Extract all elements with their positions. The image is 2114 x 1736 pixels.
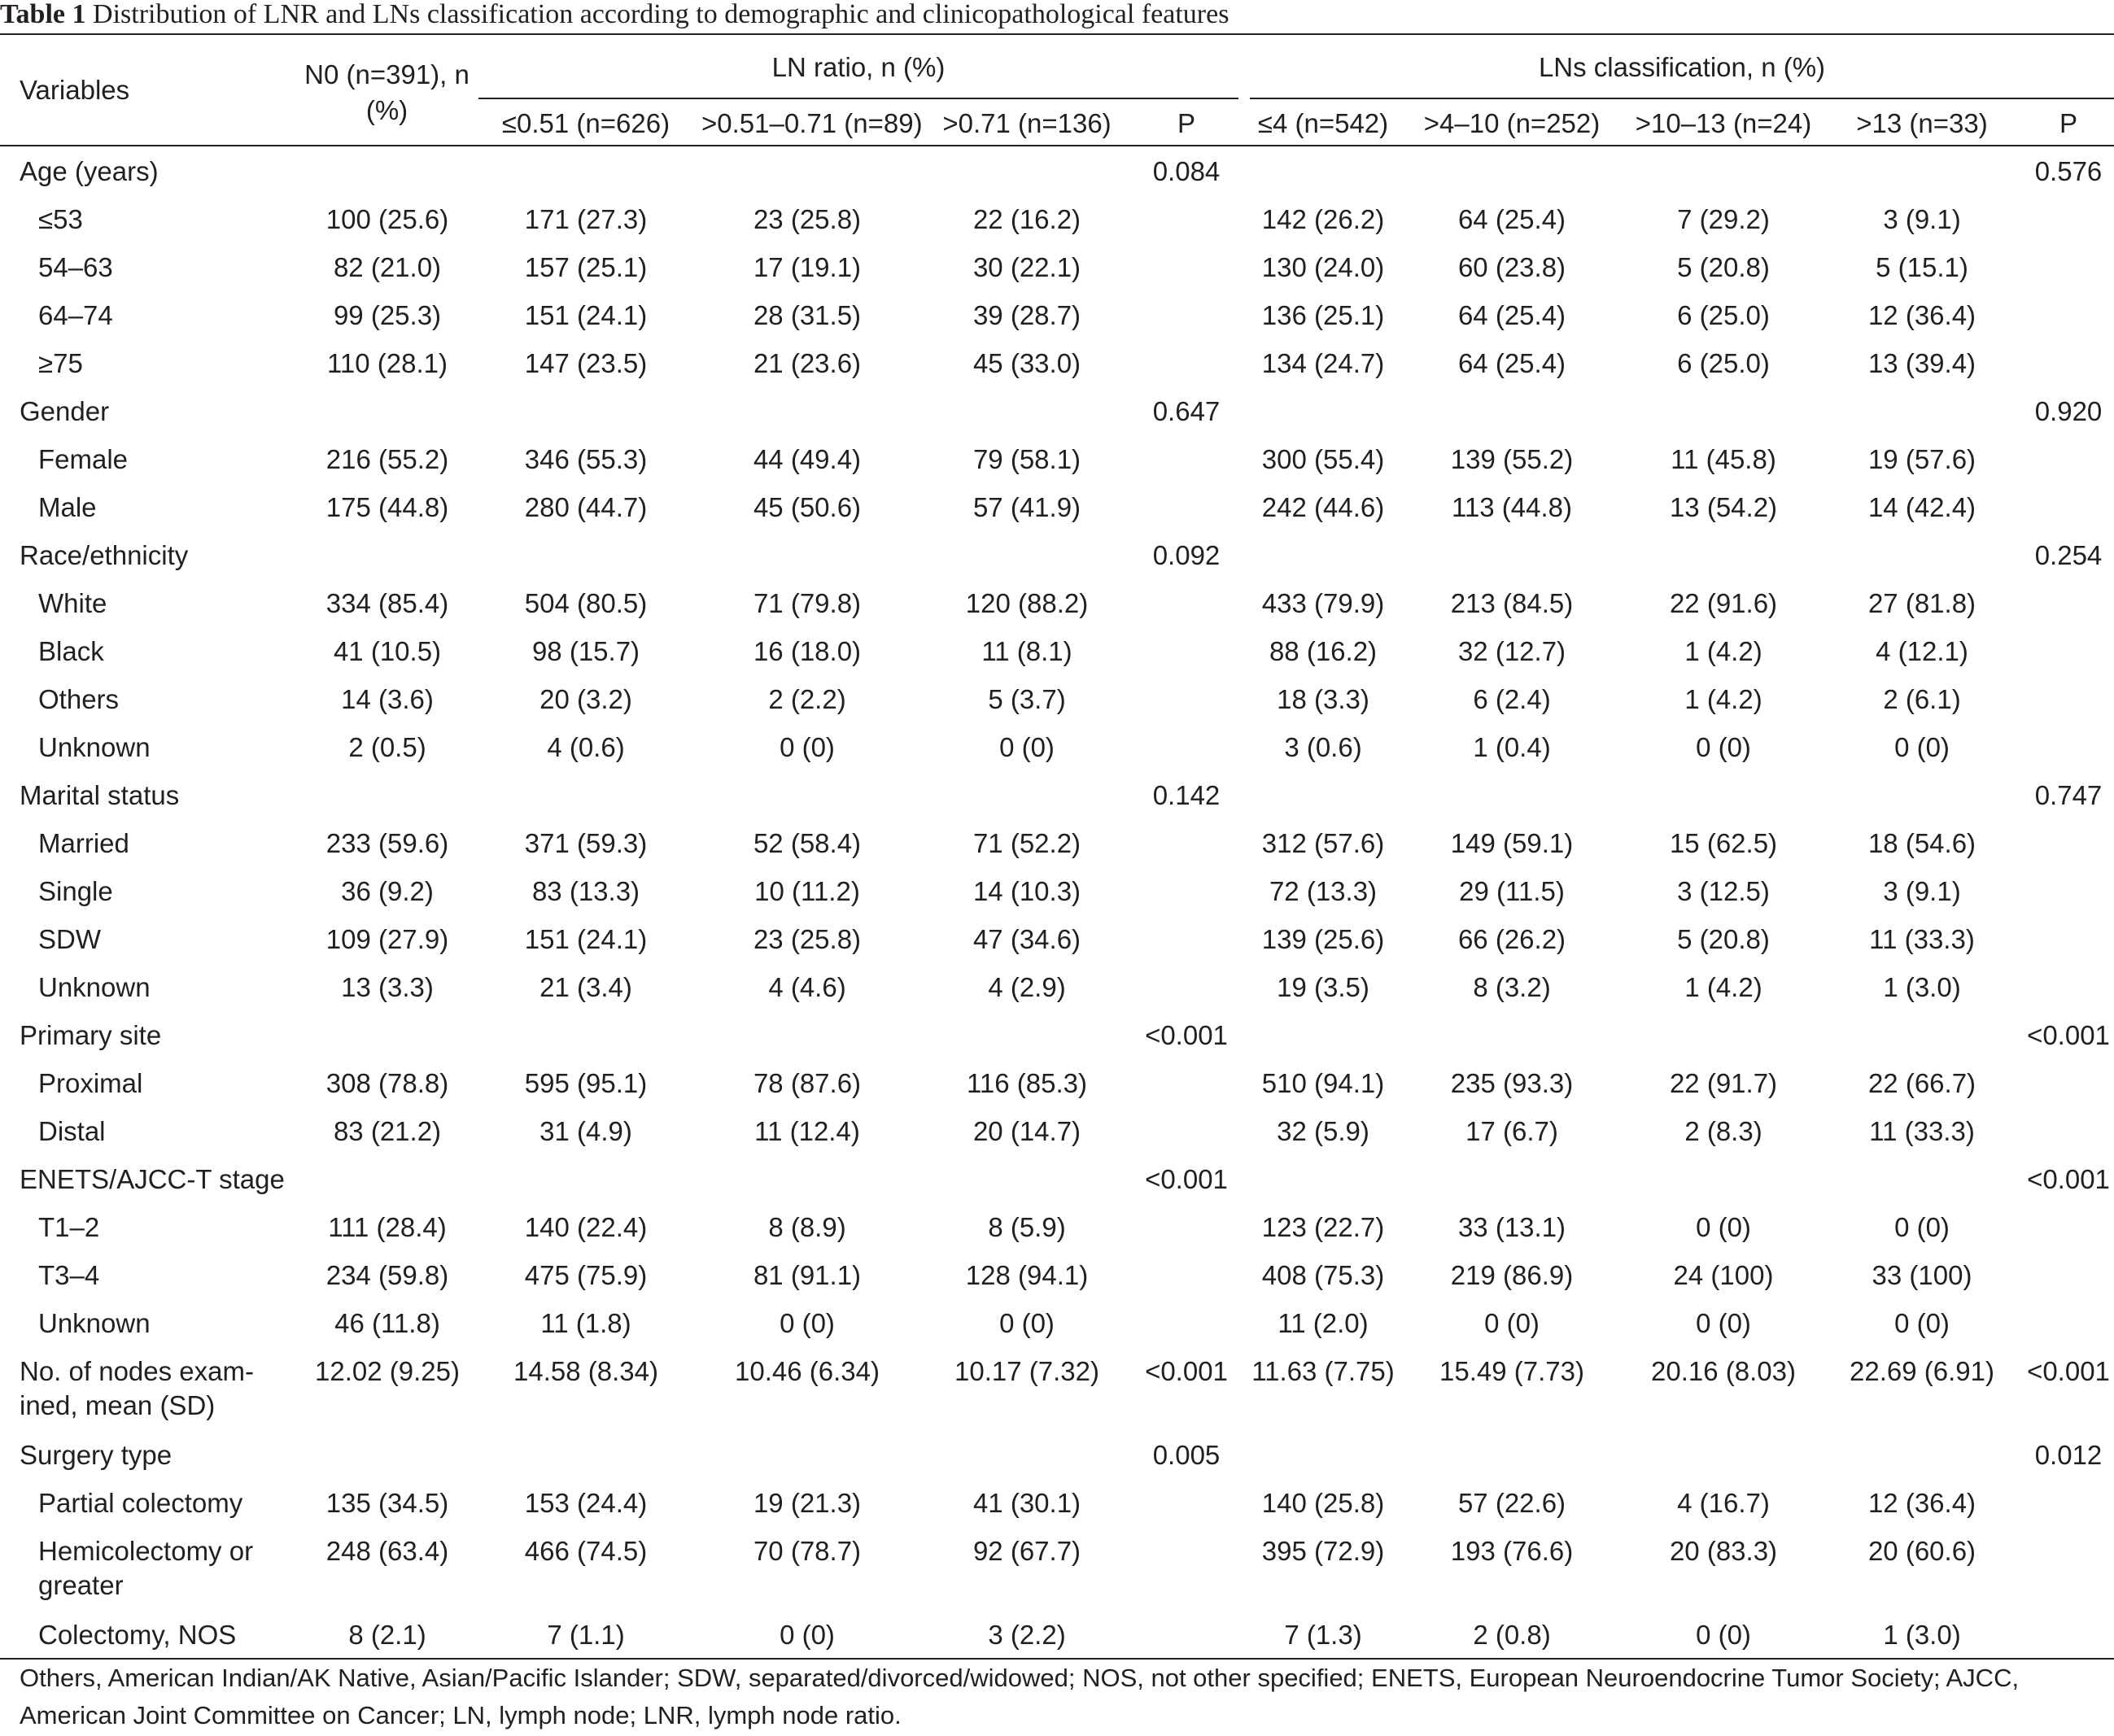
table-cell: 151 (24.1) (524, 924, 648, 954)
p-value-lns: 0.576 (2034, 156, 2103, 186)
table-cell: 16 (18.0) (753, 636, 862, 666)
table-cell: 504 (80.5) (524, 588, 648, 618)
row-label: Unknown (38, 732, 151, 762)
table-cell: 79 (58.1) (972, 444, 1081, 474)
table-cell: 0 (0) (780, 732, 835, 762)
table-cell: 13 (54.2) (1669, 492, 1778, 522)
row-label-cont: ined, mean (SD) (20, 1390, 216, 1420)
table-cell: 32 (5.9) (1277, 1116, 1369, 1146)
p-value-lns: <0.001 (2027, 1020, 2110, 1050)
table-cell: 15 (62.5) (1669, 828, 1778, 858)
table-cell: 92 (67.7) (972, 1536, 1081, 1566)
table-cell: 18 (3.3) (1277, 684, 1369, 714)
table-cell: 21 (3.4) (539, 972, 632, 1002)
table-cell: 0 (0) (1696, 1212, 1751, 1242)
header-bottom-rule (0, 145, 2114, 146)
table-cell: 99 (25.3) (333, 300, 442, 330)
table-cell: 47 (34.6) (972, 924, 1081, 954)
row-label: Unknown (38, 972, 151, 1002)
table-cell: 81 (91.1) (753, 1260, 862, 1290)
row-label: ≥75 (38, 348, 83, 378)
table-cell: 110 (28.1) (327, 348, 448, 378)
table-cell: 1 (4.2) (1684, 972, 1762, 1002)
table-cell: 5 (20.8) (1677, 924, 1770, 954)
table-cell: 312 (57.6) (1261, 828, 1385, 858)
table-cell: 1 (0.4) (1473, 732, 1551, 762)
table-cell: 6 (25.0) (1677, 348, 1770, 378)
row-label: Colectomy, NOS (38, 1620, 237, 1650)
header-lns-col: P (2059, 108, 2077, 138)
table-cell: 2 (2.2) (768, 684, 846, 714)
table-cell: 7 (1.3) (1284, 1620, 1362, 1650)
header-lnr-col: P (1177, 108, 1195, 138)
table-cell: 83 (21.2) (333, 1116, 442, 1146)
table-cell: 22 (16.2) (972, 204, 1081, 234)
table-cell: 2 (8.3) (1684, 1116, 1762, 1146)
table-cell: 7 (1.1) (547, 1620, 625, 1650)
table-cell: 52 (58.4) (753, 828, 862, 858)
header-lnr-group: LN ratio, n (%) (771, 52, 946, 82)
group-label: Primary site (20, 1020, 162, 1050)
row-label: Male (38, 492, 97, 522)
p-value-lns: 0.012 (2034, 1440, 2103, 1470)
header-n0: N0 (n=391), n (%) (304, 59, 470, 125)
table-cell: 234 (59.8) (325, 1260, 449, 1290)
table-cell: 12.02 (9.25) (315, 1356, 460, 1386)
table-cell: 0 (0) (1696, 1620, 1751, 1650)
table-cell: 123 (22.7) (1261, 1212, 1385, 1242)
table-cell: 7 (29.2) (1677, 204, 1770, 234)
table-cell: 41 (30.1) (972, 1488, 1081, 1518)
row-label: Married (38, 828, 129, 858)
table-cell: 41 (10.5) (333, 636, 442, 666)
p-value-lnr: 0.647 (1152, 396, 1221, 426)
table-cell: 395 (72.9) (1261, 1536, 1385, 1566)
row-label-cont: greater (38, 1570, 124, 1600)
table-cell: 3 (12.5) (1677, 876, 1770, 906)
row-label: Hemicolectomy or (38, 1536, 254, 1566)
table-cell: 4 (2.9) (988, 972, 1066, 1002)
table-cell: 11 (8.1) (981, 636, 1072, 666)
table-cell: 0 (0) (1696, 732, 1751, 762)
row-label: White (38, 588, 107, 618)
table-cell: 135 (34.5) (325, 1488, 449, 1518)
table-cell: 20.16 (8.03) (1651, 1356, 1796, 1386)
table-cell: 235 (93.3) (1450, 1068, 1574, 1098)
table-cell: 70 (78.7) (753, 1536, 862, 1566)
table-cell: 128 (94.1) (965, 1260, 1089, 1290)
table-cell: 29 (11.5) (1459, 876, 1565, 906)
table-cell: 60 (23.8) (1457, 252, 1566, 282)
caption-text: Distribution of LNR and LNs classification according to demographic and clinicopathological features (93, 0, 1230, 29)
row-label: Partial colectomy (38, 1488, 243, 1518)
table-cell: 20 (14.7) (972, 1116, 1081, 1146)
table-cell: 0 (0) (780, 1308, 835, 1338)
lnr-group-rule (478, 98, 1238, 99)
table-cell: 64 (25.4) (1457, 348, 1566, 378)
header-lns-col: >4–10 (n=252) (1423, 108, 1601, 138)
table-cell: 8 (8.9) (768, 1212, 846, 1242)
group-label: Gender (20, 396, 110, 426)
table-cell: 66 (26.2) (1457, 924, 1566, 954)
row-label: 54–63 (38, 252, 113, 282)
table-cell: 13 (3.3) (341, 972, 434, 1002)
table-cell: 17 (6.7) (1465, 1116, 1558, 1146)
table-cell: 83 (13.3) (531, 876, 640, 906)
table-cell: 0 (0) (1894, 1212, 1950, 1242)
table-cell: 216 (55.2) (325, 444, 449, 474)
table-cell: 1 (3.0) (1883, 1620, 1961, 1650)
table-cell: 0 (0) (780, 1620, 835, 1650)
table-cell: 140 (25.8) (1261, 1488, 1385, 1518)
table-cell: 22 (91.7) (1669, 1068, 1778, 1098)
table-cell: 147 (23.5) (524, 348, 648, 378)
p-value-lnr: 0.005 (1152, 1440, 1221, 1470)
table-cell: 23 (25.8) (753, 204, 862, 234)
table-cell: 39 (28.7) (972, 300, 1081, 330)
table-cell: 13 (39.4) (1867, 348, 1976, 378)
table-cell: 149 (59.1) (1450, 828, 1574, 858)
table-cell: 175 (44.8) (325, 492, 449, 522)
table-cell: 4 (0.6) (547, 732, 625, 762)
table-cell: 14 (3.6) (341, 684, 434, 714)
table-cell: 2 (0.8) (1473, 1620, 1551, 1650)
header-lnr-col: >0.51–0.71 (n=89) (701, 108, 923, 138)
table-cell: 371 (59.3) (524, 828, 648, 858)
table-cell: 157 (25.1) (524, 252, 648, 282)
table-cell: 11 (12.4) (754, 1116, 860, 1146)
table-cell: 100 (25.6) (325, 204, 449, 234)
table-cell: 595 (95.1) (524, 1068, 648, 1098)
table-cell: 20 (60.6) (1867, 1536, 1976, 1566)
table-cell: 0 (0) (1484, 1308, 1540, 1338)
table-cell: 19 (21.3) (753, 1488, 862, 1518)
table-cell: 11.63 (7.75) (1251, 1356, 1395, 1386)
top-rule (0, 33, 2114, 35)
row-label: No. of nodes exam- (20, 1356, 254, 1386)
table-cell: 64 (25.4) (1457, 204, 1566, 234)
row-label: Unknown (38, 1308, 151, 1338)
table-cell: 19 (3.5) (1277, 972, 1369, 1002)
table-cell: 22 (66.7) (1867, 1068, 1976, 1098)
table-cell: 334 (85.4) (325, 588, 449, 618)
table-cell: 4 (12.1) (1876, 636, 1968, 666)
p-value-lns: 0.747 (2034, 780, 2103, 810)
table-cell: 1 (4.2) (1684, 684, 1762, 714)
table-cell: 22.69 (6.91) (1850, 1356, 1994, 1386)
group-label: Race/ethnicity (20, 540, 189, 570)
table-cell: 57 (22.6) (1457, 1488, 1566, 1518)
header-lnr-col: ≤0.51 (n=626) (501, 108, 670, 138)
table-cell: 130 (24.0) (1261, 252, 1385, 282)
caption-label: Table 1 (0, 0, 86, 29)
table-cell: 14 (42.4) (1867, 492, 1976, 522)
table-cell: 14 (10.3) (972, 876, 1081, 906)
table-footnote: Others, American Indian/AK Native, Asian/Pacific Islander; SDW, separated/divorced/widowed; NOS, not other specified; ENETS, European Neuroendocrine Tumor Society; AJCC, American Joint Committee on Cancer; LN, lymph node; LNR, lymph node ratio. (20, 1664, 2020, 1729)
table-cell: 3 (0.6) (1284, 732, 1362, 762)
p-value-lnr: <0.001 (1145, 1164, 1228, 1194)
table-cell: 109 (27.9) (325, 924, 449, 954)
table-cell: 120 (88.2) (965, 588, 1089, 618)
table-cell: 346 (55.3) (524, 444, 648, 474)
table-cell: 72 (13.3) (1269, 876, 1378, 906)
table-cell: 466 (74.5) (524, 1536, 648, 1566)
table-cell: 15.49 (7.73) (1439, 1356, 1584, 1386)
table-cell: 134 (24.7) (1261, 348, 1385, 378)
table-cell: 88 (16.2) (1269, 636, 1378, 666)
table-cell: 23 (25.8) (753, 924, 862, 954)
group-label: ENETS/AJCC-T stage (20, 1164, 285, 1194)
table-cell: 193 (76.6) (1450, 1536, 1574, 1566)
p-value-lnr: <0.001 (1145, 1020, 1228, 1050)
table-cell: 33 (100) (1872, 1260, 1972, 1290)
header-lns-group: LNs classification, n (%) (1538, 52, 1826, 82)
row-label: Distal (38, 1116, 106, 1146)
table-cell: 2 (6.1) (1883, 684, 1961, 714)
p-value-lns: 0.920 (2034, 396, 2103, 426)
table-caption (0, 0, 2114, 31)
table-cell: 44 (49.4) (753, 444, 862, 474)
table-cell: 71 (52.2) (972, 828, 1081, 858)
row-label: Female (38, 444, 129, 474)
table-cell: 12 (36.4) (1867, 300, 1976, 330)
table-cell: 11 (33.3) (1869, 1116, 1975, 1146)
table-cell: 22 (91.6) (1669, 588, 1778, 618)
table-cell: 11 (1.8) (540, 1308, 631, 1338)
table-cell: 280 (44.7) (524, 492, 648, 522)
p-value-lns: <0.001 (2027, 1164, 2110, 1194)
group-label: Surgery type (20, 1440, 173, 1470)
table-cell: 98 (15.7) (531, 636, 640, 666)
table-cell: 136 (25.1) (1261, 300, 1385, 330)
table-cell: 30 (22.1) (972, 252, 1081, 282)
table-cell: 10 (11.2) (754, 876, 860, 906)
table-cell: 46 (11.8) (334, 1308, 440, 1338)
table-cell: 20 (83.3) (1669, 1536, 1778, 1566)
table-cell: 111 (28.4) (328, 1212, 447, 1242)
table-cell: 0 (0) (999, 1308, 1055, 1338)
table-cell: 142 (26.2) (1261, 204, 1385, 234)
table-cell: 300 (55.4) (1261, 444, 1385, 474)
table-cell: 151 (24.1) (524, 300, 648, 330)
table-cell: 18 (54.6) (1867, 828, 1976, 858)
table-cell: 6 (25.0) (1677, 300, 1770, 330)
table-cell: 78 (87.6) (753, 1068, 862, 1098)
table-cell: 36 (9.2) (341, 876, 434, 906)
table-cell: 32 (12.7) (1457, 636, 1566, 666)
table-cell: 116 (85.3) (967, 1068, 1087, 1098)
header-lns-col: >13 (n=33) (1856, 108, 1988, 138)
row-label: Others (38, 684, 120, 714)
table-cell: 219 (86.9) (1450, 1260, 1574, 1290)
table-cell: 139 (55.2) (1450, 444, 1574, 474)
table-cell: 3 (9.1) (1883, 876, 1961, 906)
row-label: T3–4 (38, 1260, 100, 1290)
table-cell: 11 (45.8) (1671, 444, 1776, 474)
table-cell: 0 (0) (1894, 732, 1950, 762)
table-cell: 4 (16.7) (1677, 1488, 1770, 1518)
p-value-lnr: 0.092 (1152, 540, 1221, 570)
header-lns-col: ≤4 (n=542) (1257, 108, 1389, 138)
header-lns-col: >10–13 (n=24) (1635, 108, 1812, 138)
lns-group-rule (1250, 98, 2114, 99)
table-cell: 17 (19.1) (753, 252, 862, 282)
p-value-lnr: 0.142 (1152, 780, 1221, 810)
group-label: Age (years) (20, 156, 159, 186)
table-cell: 408 (75.3) (1261, 1260, 1385, 1290)
table-cell: 2 (0.5) (348, 732, 426, 762)
table-cell: 6 (2.4) (1473, 684, 1551, 714)
table-cell: 139 (25.6) (1261, 924, 1385, 954)
table-cell: 4 (4.6) (768, 972, 846, 1002)
table-cell: 21 (23.6) (753, 348, 862, 378)
table-cell: 82 (21.0) (333, 252, 442, 282)
table-cell: 11 (33.3) (1869, 924, 1975, 954)
table-cell: 171 (27.3) (524, 204, 648, 234)
table-cell: 71 (79.8) (753, 588, 862, 618)
table-cell: 33 (13.1) (1457, 1212, 1566, 1242)
table-cell: <0.001 (1145, 1356, 1228, 1386)
table-cell: 0 (0) (999, 732, 1055, 762)
row-label: T1–2 (38, 1212, 100, 1242)
table-cell: 11 (2.0) (1278, 1308, 1369, 1338)
table-cell: 140 (22.4) (524, 1212, 648, 1242)
table-cell: 10.46 (6.34) (735, 1356, 880, 1386)
table-cell: 14.58 (8.34) (513, 1356, 658, 1386)
table-cell: 8 (2.1) (348, 1620, 426, 1650)
table-cell: 20 (3.2) (539, 684, 632, 714)
table-cell: 1 (4.2) (1684, 636, 1762, 666)
table-cell: 24 (100) (1673, 1260, 1774, 1290)
table-cell: 213 (84.5) (1450, 588, 1574, 618)
p-value-lnr: 0.084 (1152, 156, 1221, 186)
table-cell: 433 (79.9) (1261, 588, 1385, 618)
row-label: Proximal (38, 1068, 143, 1098)
table-cell: 12 (36.4) (1867, 1488, 1976, 1518)
table-cell: 5 (15.1) (1876, 252, 1968, 282)
table-cell: 57 (41.9) (972, 492, 1081, 522)
table-cell: <0.001 (2027, 1356, 2110, 1386)
p-value-lns: 0.254 (2034, 540, 2103, 570)
table-cell: 3 (2.2) (988, 1620, 1066, 1650)
table-cell: 248 (63.4) (325, 1536, 449, 1566)
table-cell: 27 (81.8) (1867, 588, 1976, 618)
table-cell: 242 (44.6) (1261, 492, 1385, 522)
table-cell: 0 (0) (1894, 1308, 1950, 1338)
group-label: Marital status (20, 780, 180, 810)
table-cell: 475 (75.9) (524, 1260, 648, 1290)
table-cell: 5 (20.8) (1677, 252, 1770, 282)
table-cell: 8 (5.9) (988, 1212, 1066, 1242)
table-cell: 5 (3.7) (988, 684, 1066, 714)
table-cell: 64 (25.4) (1457, 300, 1566, 330)
table-cell: 31 (4.9) (539, 1116, 632, 1146)
table-cell: 1 (3.0) (1883, 972, 1961, 1002)
table-cell: 45 (33.0) (972, 348, 1081, 378)
table-cell: 8 (3.2) (1473, 972, 1551, 1002)
table-cell: 510 (94.1) (1261, 1068, 1385, 1098)
table-cell: 10.17 (7.32) (954, 1356, 1099, 1386)
table-cell: 308 (78.8) (325, 1068, 449, 1098)
row-label: 64–74 (38, 300, 113, 330)
table-cell: 3 (9.1) (1883, 204, 1961, 234)
table-cell: 28 (31.5) (753, 300, 862, 330)
table-cell: 113 (44.8) (1452, 492, 1572, 522)
header-lnr-col: >0.71 (n=136) (942, 108, 1112, 138)
row-label: Black (38, 636, 104, 666)
table-cell: 233 (59.6) (325, 828, 449, 858)
row-label: Single (38, 876, 113, 906)
row-label: SDW (38, 924, 101, 954)
table-cell: 153 (24.4) (524, 1488, 648, 1518)
table-cell: 0 (0) (1696, 1308, 1751, 1338)
table-cell: 45 (50.6) (753, 492, 862, 522)
row-label: ≤53 (38, 204, 83, 234)
header-variables: Variables (20, 75, 130, 105)
table-cell: 19 (57.6) (1867, 444, 1976, 474)
